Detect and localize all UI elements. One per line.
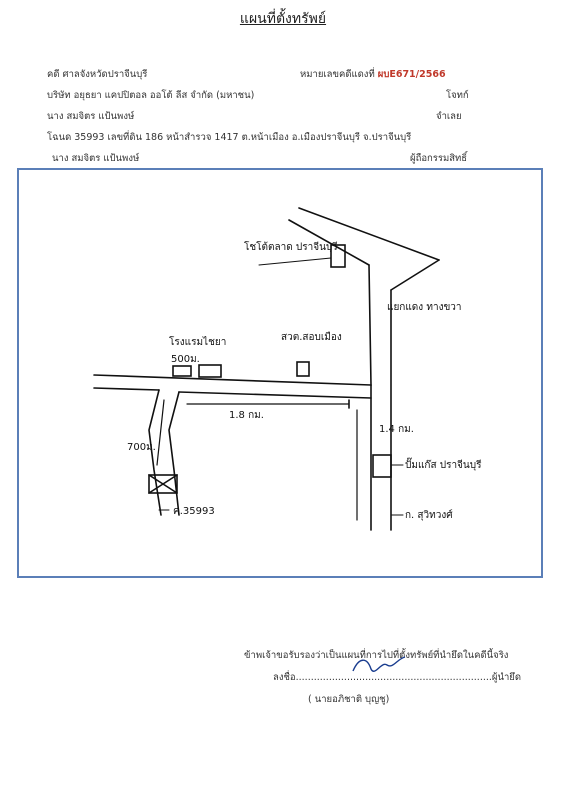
location-map	[17, 168, 543, 578]
label-market: โชโต้ตลาด ปราจีนบุรี	[244, 242, 338, 253]
label-gas-station: ปั๊มแก๊ส ปราจีนบุรี	[405, 460, 482, 471]
gas-station-box	[373, 455, 391, 477]
side-road-right	[169, 392, 179, 515]
label-small-box: 500ม.	[171, 354, 200, 365]
label-dist-side: 1.4 กม.	[379, 424, 414, 435]
signature-role: ผู้นำยึด	[491, 672, 522, 683]
vertical-road-left-top	[369, 265, 371, 385]
owner-role: ผู้ถือกรรมสิทธิ์	[410, 153, 468, 164]
label-intersection: แยกแดง ทางขวา	[387, 302, 462, 313]
label-dist-main: 1.8 กม.	[229, 410, 264, 421]
plaintiff-name: บริษัท อยุธยา แคปปิตอล ออโต้ ลีส จำกัด (มหาชน)	[47, 90, 255, 101]
label-office: สวต.สอบเมือง	[281, 332, 342, 343]
owner-name: นาง สมจิตร แป้นพงษ์	[52, 153, 140, 164]
diagonal-road-lower	[391, 260, 439, 290]
signer-name: ( นายอภิชาติ บุญชู)	[308, 694, 390, 705]
label-dist-short: 700ม.	[127, 442, 156, 453]
label-hotel: โรงแรมไชยา	[169, 337, 227, 348]
defendant-role: จำเลย	[436, 111, 462, 122]
case-number-label: หมายเลขคดีแดงที่	[300, 69, 375, 80]
case-number: ผบE671/2566	[377, 69, 446, 80]
hand-drawn-map	[19, 170, 541, 576]
label-road: ก. สุวิทวงศ์	[405, 510, 453, 521]
small-box	[173, 366, 191, 376]
handwritten-signature	[349, 653, 409, 679]
horizontal-road-left-stub	[94, 388, 159, 390]
office-box	[297, 362, 309, 376]
defendant-name: นาง สมจิตร แป้นพงษ์	[47, 111, 135, 122]
deed-details: โฉนด 35993 เลขที่ดิน 186 หน้าสำรวจ 1417 ต.หน้าเมือง อ.เมืองปราจีนบุรี จ.ปราจีนบุรี	[47, 132, 412, 143]
market-pointer	[259, 258, 331, 265]
plot-cross	[149, 475, 177, 493]
horizontal-road-top	[94, 375, 371, 385]
page-title: แผนที่ตั้งทรัพย์	[239, 11, 327, 27]
distance-arrow-short	[157, 400, 164, 465]
certification-text: ข้าพเจ้าขอรับรองว่าเป็นแผนที่การไปที่ตั้งทรัพย์ที่นำยึดในคดีนี้จริง	[244, 650, 509, 661]
hotel-box	[199, 365, 221, 377]
court-name: คดี ศาลจังหวัดปราจีนบุรี	[47, 69, 148, 80]
label-plot: ค.35993	[173, 506, 215, 517]
signature-prefix: ลงชื่อ.................................................................	[273, 672, 492, 683]
horizontal-road-bottom	[179, 392, 371, 398]
plaintiff-role: โจทก์	[446, 90, 469, 101]
case-number-line	[300, 67, 446, 82]
